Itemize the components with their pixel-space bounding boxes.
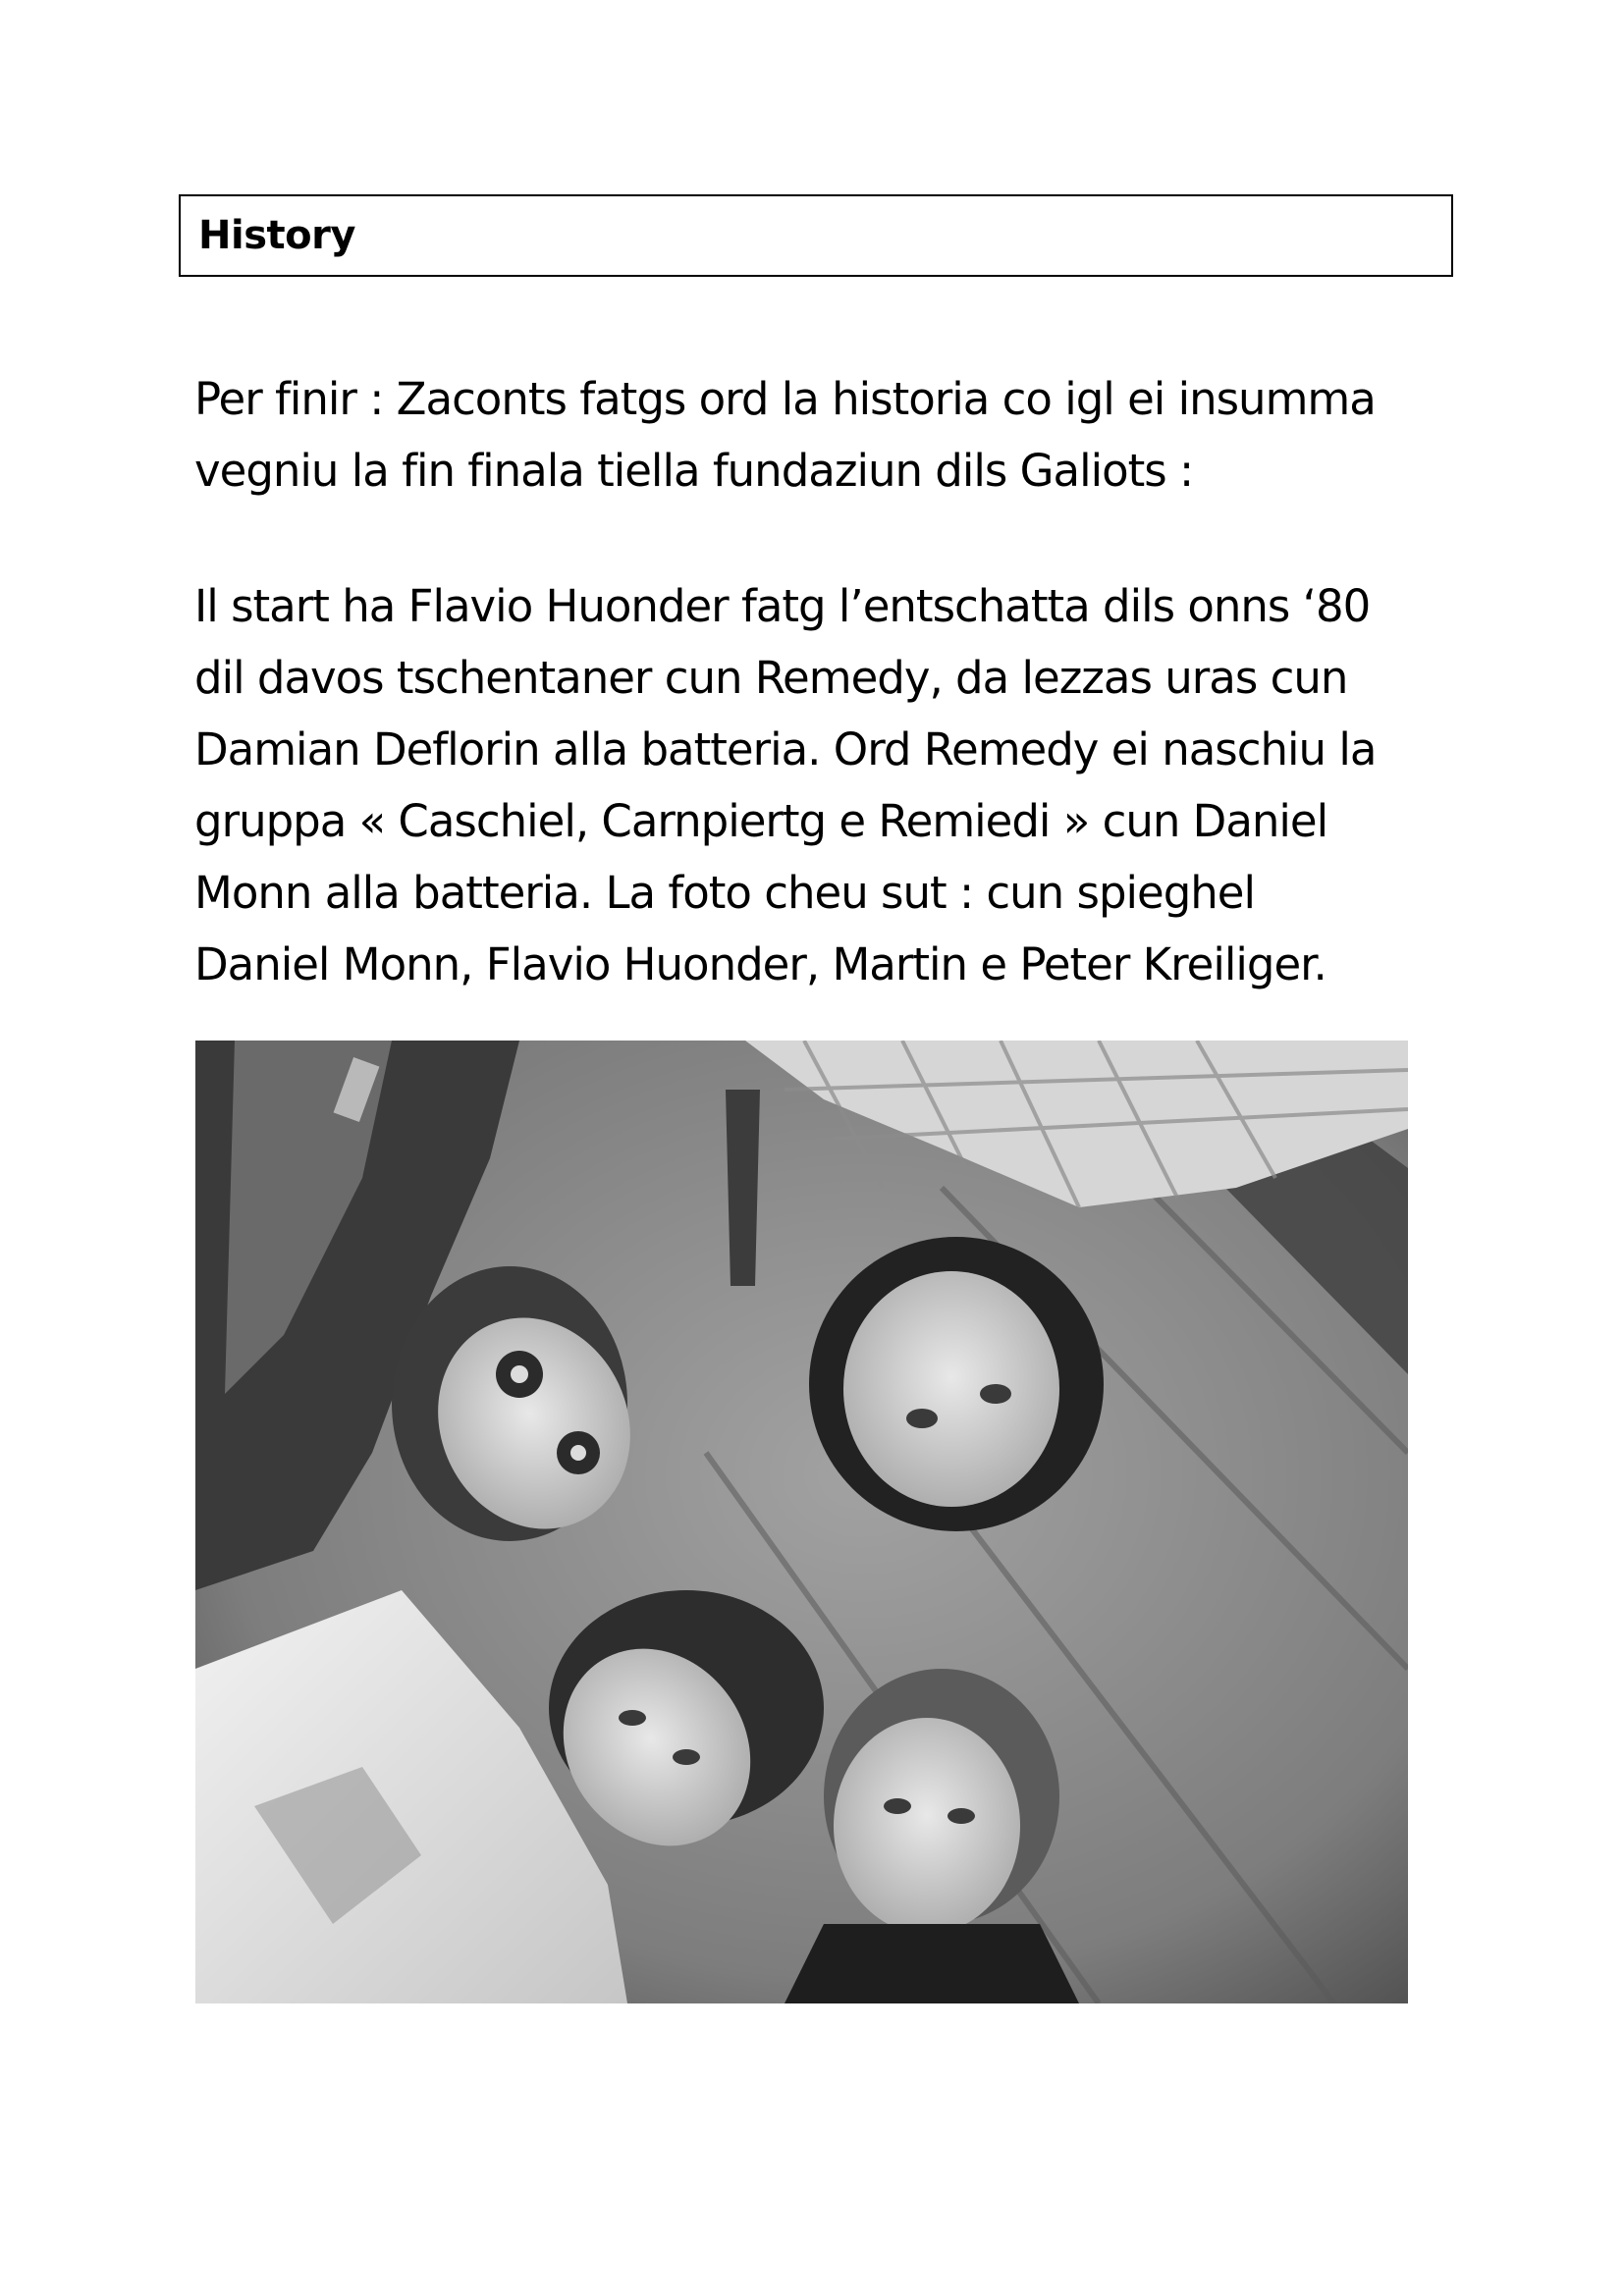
paragraph-line: Il start ha Flavio Huonder fatg l’entschatta dils onns ‘80 bbox=[194, 580, 1371, 632]
paragraph-line: Damian Deflorin alla batteria. Ord Remedy ei naschiu la bbox=[194, 723, 1377, 775]
band-photo bbox=[195, 1041, 1408, 2003]
paragraph-line: Per finir : Zaconts fatgs ord la historia co igl ei insumma bbox=[194, 373, 1376, 425]
paragraph-line: dil davos tschentaner cun Remedy, da lezzas uras cun bbox=[194, 652, 1348, 704]
heading-box bbox=[179, 194, 1453, 277]
history-paragraph bbox=[194, 570, 1461, 1000]
paragraph-line: gruppa « Caschiel, Carnpiertg e Remiedi » cun Daniel bbox=[194, 795, 1328, 847]
paragraph-line: Daniel Monn, Flavio Huonder, Martin e Peter Kreiliger. bbox=[194, 938, 1326, 990]
page-title: History bbox=[198, 213, 355, 258]
intro-paragraph bbox=[194, 363, 1461, 507]
band-photo-image bbox=[195, 1041, 1408, 2003]
paragraph-line: Monn alla batteria. La foto cheu sut : cun spieghel bbox=[194, 867, 1255, 919]
paragraph-line: vegniu la fin finala tiella fundaziun dils Galiots : bbox=[194, 445, 1194, 497]
